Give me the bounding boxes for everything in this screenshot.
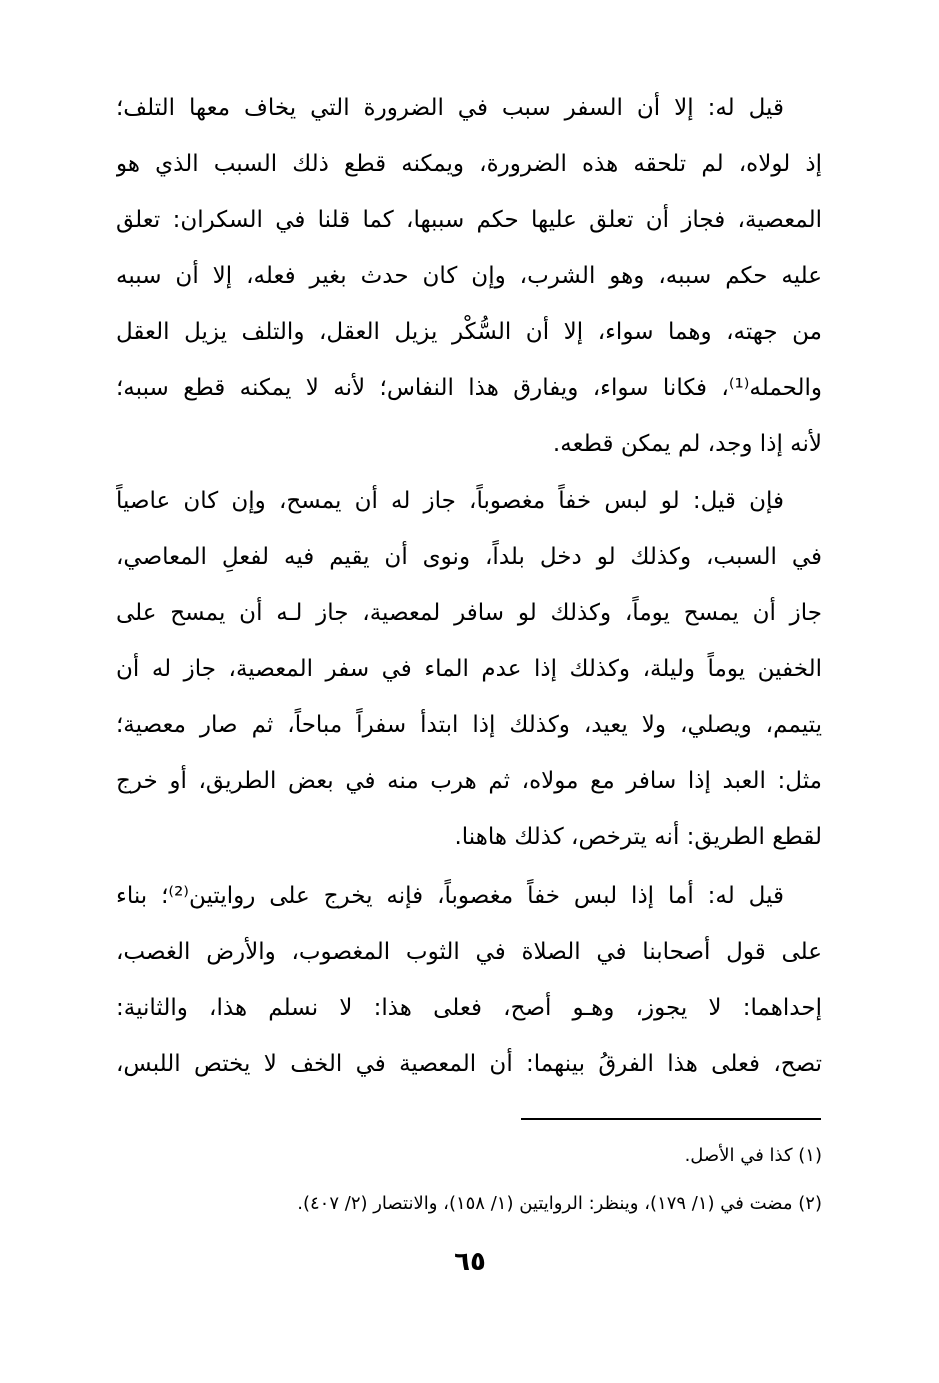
- text-line: على قول أصحابنا في الصلاة في الثوب المغصوب، والأرض الغصب،: [116, 939, 822, 965]
- text-line: فإن قيل: لو لبس خفاً مغصوباً، جاز له أن يمسح، وإن كان عاصياً: [116, 488, 784, 514]
- text-line: لأنه إذا وجد، لم يمكن قطعه.: [552, 431, 822, 457]
- footnote-separator: [521, 1118, 821, 1120]
- text-line: الخفين يوماً وليلة، وكذلك إذا عدم الماء في سفر المعصية، جاز له أن: [116, 656, 822, 682]
- footnote-1: (١) كذا في الأصل.: [684, 1145, 822, 1166]
- text-line: المعصية، فجاز أن تعلق عليها حكم سببها، كما قلنا في السكران: تعلق: [116, 207, 822, 233]
- text-line: من جهته، وهما سواء، إلا أن السُّكْر يزيل العقل، والتلف يزيل العقل: [116, 319, 822, 345]
- text-line: تصح، فعلى هذا الفرقُ بينهما: أن المعصية في الخف لا يختص اللبس،: [116, 1051, 822, 1077]
- text-line: إحداهما: لا يجوز، وهـو أصح، فعلى هذا: لا نسلم هذا، والثانية:: [116, 995, 822, 1021]
- text-line: عليه حكم سببه، وهو الشرب، وإن كان حدث بغير فعله، إلا أن سببه: [116, 263, 822, 289]
- text-line: قيل له: إلا أن السفر سبب في الضرورة التي يخاف معها التلف؛: [116, 95, 784, 121]
- text-line: لقطع الطريق: أنه يترخص، كذلك هاهنا.: [454, 824, 822, 850]
- text-line: مثل: العبد إذا سافر مع مولاه، ثم هرب منه في بعض الطريق، أو خرج: [116, 768, 822, 794]
- text-line: والحمله⁽¹⁾، فكانا سواء، ويفارق هذا النفاس؛ لأنه لا يمكنه قطع سببه؛: [116, 375, 822, 401]
- footnote-2: (٢) مضت في (١/ ١٧٩)، وينظر: الروايتين (١/ ١٥٨)، والانتصار (٢/ ٤٠٧).: [297, 1193, 822, 1214]
- page-number: ٦٥: [454, 1247, 486, 1277]
- text-line: في السبب، وكذلك لو دخل بلداً، ونوى أن يقيم فيه لفعلِ المعاصي،: [116, 544, 822, 570]
- text-line: يتيمم، ويصلي، ولا يعيد، وكذلك إذا ابتدأ سفراً مباحاً، ثم صار معصية؛: [116, 712, 822, 738]
- text-line: جاز أن يمسح يوماً، وكذلك لو سافر لمعصية، جاز لـه أن يمسح على: [116, 600, 822, 626]
- text-line: إذ لولاه، لم تلحقه هذه الضرورة، ويمكنه قطع ذلك السبب الذي هو: [116, 151, 822, 177]
- text-line: قيل له: أما إذا لبس خفاً مغصوباً، فإنه يخرج على روايتين⁽²⁾؛ بناء: [116, 883, 784, 909]
